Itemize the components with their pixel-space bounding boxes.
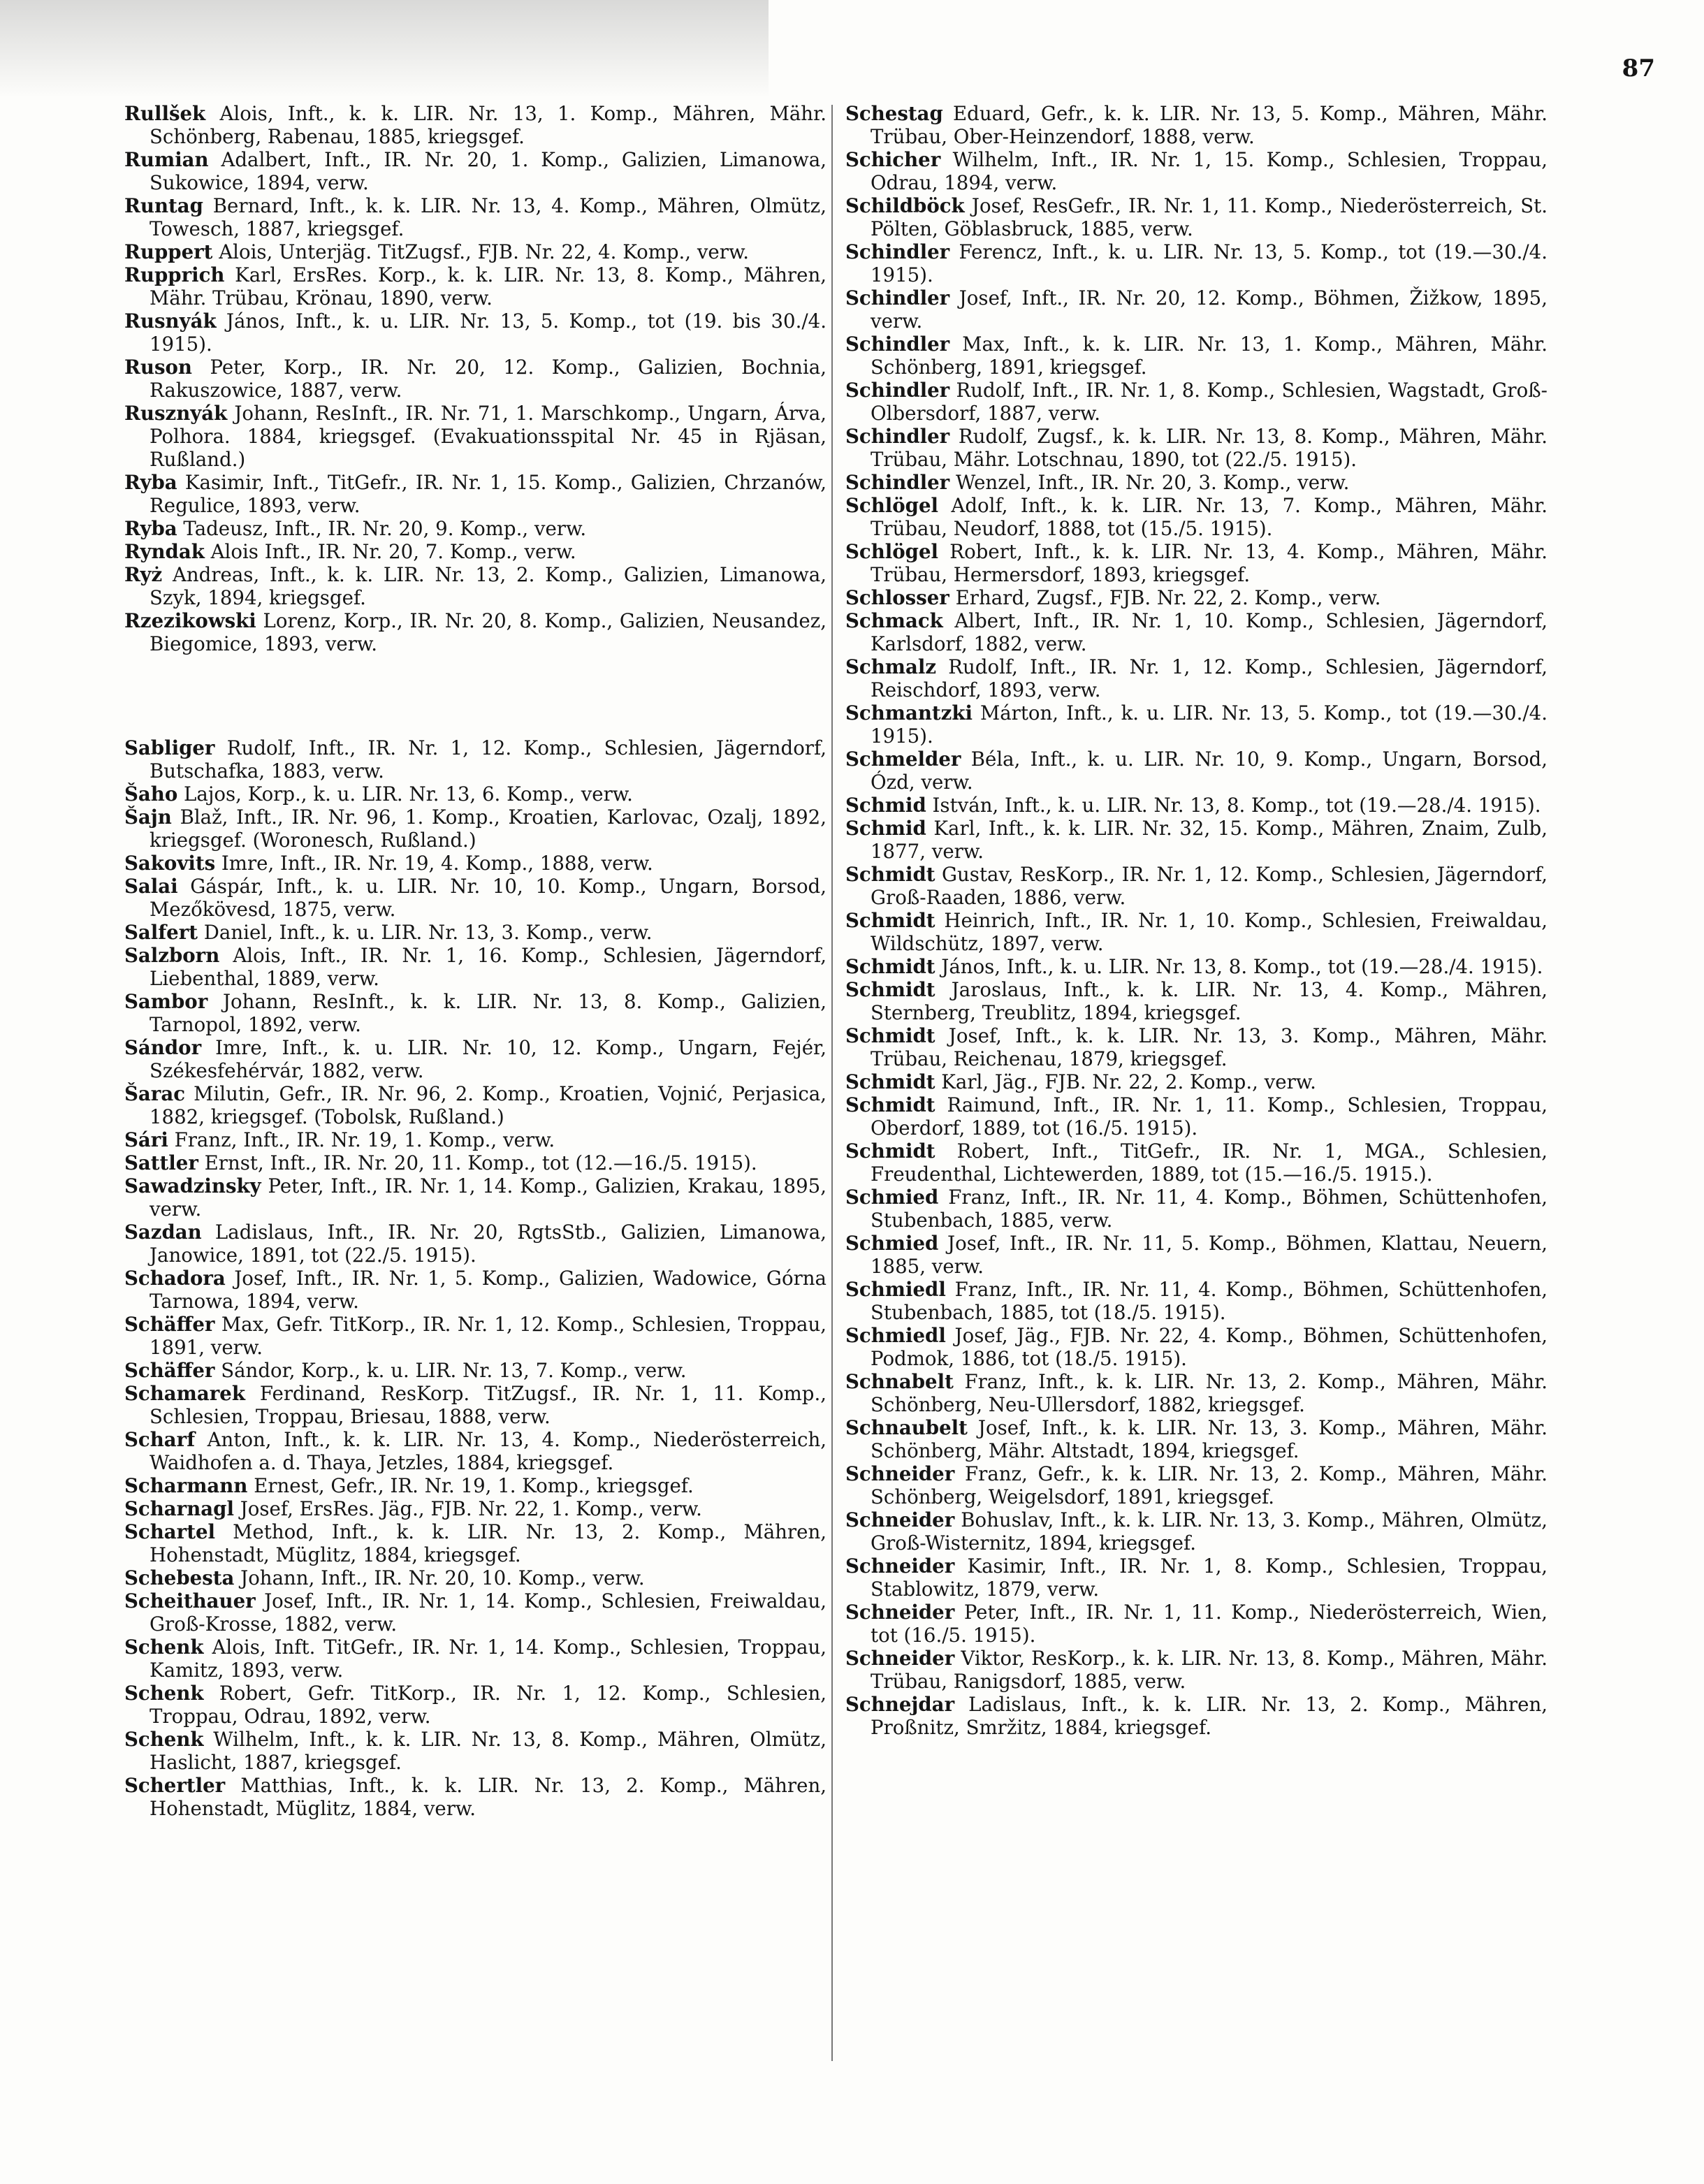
- entry-details: János, Inft., k. u. LIR. Nr. 13, 5. Komp., tot (19. bis 30./4. 1915).: [150, 310, 826, 356]
- entry-surname: Schäffer: [124, 1313, 215, 1336]
- entry-details: Daniel, Inft., k. u. LIR. Nr. 13, 3. Komp., verw.: [198, 921, 653, 944]
- entry-surname: Schenk: [124, 1636, 204, 1659]
- entry-details: Rudolf, Inft., IR. Nr. 1, 8. Komp., Schlesien, Wagstadt, Groß-Olbersdorf, 1887, verw.: [871, 379, 1548, 425]
- register-entry: [845, 609, 1548, 655]
- register-entry: [845, 1555, 1548, 1601]
- entry-details: Robert, Inft., TitGefr., IR. Nr. 1, MGA., Schlesien, Freudenthal, Lichtewerden, 1889, tot (15.—16./5. 1915.).: [871, 1140, 1548, 1186]
- entry-surname: Ryba: [124, 517, 177, 540]
- register-entry: [845, 817, 1548, 863]
- entry-details: Milutin, Gefr., IR. Nr. 96, 2. Komp., Kroatien, Vojnić, Perjasica, 1882, kriegsgef. (Tobolsk, Rußland.): [150, 1082, 826, 1128]
- entry-surname: Šarac: [124, 1082, 186, 1105]
- entry-surname: Sakovits: [124, 852, 216, 875]
- register-entry: [124, 1428, 826, 1474]
- register-entry: [124, 240, 826, 263]
- entry-details: Albert, Inft., IR. Nr. 1, 10. Komp., Schlesien, Jägerndorf, Karlsdorf, 1882, verw.: [871, 609, 1548, 655]
- entry-details: Ladislaus, Inft., k. k. LIR. Nr. 13, 2. Komp., Mähren, Proßnitz, Smržitz, 1884, kriegsgef.: [871, 1693, 1548, 1739]
- entry-surname: Schmidt: [845, 1140, 935, 1163]
- entry-details: Ferencz, Inft., k. u. LIR. Nr. 13, 5. Komp., tot (19.—30./4. 1915).: [871, 240, 1548, 286]
- register-entry: [845, 955, 1548, 978]
- register-entry: [124, 263, 826, 310]
- entry-details: István, Inft., k. u. LIR. Nr. 13, 8. Komp., tot (19.—28./4. 1915).: [926, 794, 1541, 817]
- entry-details: Robert, Inft., k. k. LIR. Nr. 13, 4. Komp., Mähren, Mähr. Trübau, Hermersdorf, 1893, kriegsgef.: [871, 540, 1548, 586]
- entry-surname: Schnaubelt: [845, 1416, 968, 1439]
- entry-surname: Schäffer: [124, 1359, 215, 1382]
- entry-details: Johann, ResInft., k. k. LIR. Nr. 13, 8. Komp., Galizien, Tarnopol, 1892, verw.: [150, 990, 826, 1036]
- register-entry: [845, 701, 1548, 748]
- entry-surname: Sambor: [124, 990, 208, 1013]
- entry-details: Gustav, ResKorp., IR. Nr. 1, 12. Komp., Schlesien, Jägerndorf, Groß-Raaden, 1886, verw.: [871, 863, 1548, 909]
- register-entry: [124, 1359, 826, 1382]
- entry-surname: Sattler: [124, 1151, 198, 1174]
- entry-surname: Schadora: [124, 1267, 226, 1290]
- entry-surname: Schindler: [845, 425, 950, 448]
- register-entry: [845, 1093, 1548, 1140]
- register-entry: [845, 655, 1548, 701]
- entry-details: Robert, Gefr. TitKorp., IR. Nr. 1, 12. Komp., Schlesien, Troppau, Odrau, 1892, verw.: [150, 1682, 826, 1728]
- register-entry: [124, 1474, 826, 1497]
- entry-surname: Ruson: [124, 356, 192, 379]
- register-entry: [124, 102, 826, 148]
- register-entry: [845, 1601, 1548, 1647]
- entry-details: Bohuslav, Inft., k. k. LIR. Nr. 13, 3. Komp., Mähren, Olmütz, Groß-Wisternitz, 1894, kriegsgef.: [871, 1508, 1548, 1555]
- register-entry: [124, 1774, 826, 1820]
- entry-surname: Schneider: [845, 1555, 955, 1578]
- entry-surname: Schindler: [845, 471, 950, 494]
- left-column: [124, 102, 826, 1820]
- entry-details: Ernst, Inft., IR. Nr. 20, 11. Komp., tot (12.—16./5. 1915).: [198, 1151, 757, 1174]
- register-entry: [124, 1151, 826, 1174]
- entry-surname: Scharnagl: [124, 1497, 234, 1520]
- register-entry: [845, 748, 1548, 794]
- entry-surname: Salzborn: [124, 944, 220, 967]
- entry-details: Lajos, Korp., k. u. LIR. Nr. 13, 6. Komp., verw.: [177, 782, 633, 806]
- right-column: [845, 102, 1548, 1739]
- entry-details: Alois, Inft. TitGefr., IR. Nr. 1, 14. Komp., Schlesien, Troppau, Kamitz, 1893, verw.: [150, 1636, 826, 1682]
- entry-details: Franz, Inft., k. k. LIR. Nr. 13, 2. Komp., Mähren, Mähr. Schönberg, Neu-Ullersdorf, 1882, kriegsgef.: [871, 1370, 1548, 1416]
- entry-surname: Schneider: [845, 1508, 955, 1531]
- entry-surname: Schmidt: [845, 1093, 935, 1116]
- entry-details: Karl, Jäg., FJB. Nr. 22, 2. Komp., verw.: [935, 1070, 1316, 1093]
- entry-details: Josef, Jäg., FJB. Nr. 22, 4. Komp., Böhmen, Schüttenhofen, Podmok, 1886, tot (18./5. 1915).: [871, 1324, 1548, 1370]
- entry-details: Method, Inft., k. k. LIR. Nr. 13, 2. Komp., Mähren, Hohenstadt, Müglitz, 1884, kriegsgef.: [150, 1520, 826, 1566]
- entry-details: Alois, Inft., k. k. LIR. Nr. 13, 1. Komp., Mähren, Mähr. Schönberg, Rabenau, 1885, kriegsgef.: [150, 102, 826, 148]
- entry-surname: Šaho: [124, 782, 178, 806]
- register-entry: [124, 609, 826, 655]
- register-entry: [845, 1693, 1548, 1739]
- entry-details: Josef, Inft., IR. Nr. 20, 12. Komp., Böhmen, Žižkow, 1895, verw.: [871, 286, 1548, 333]
- entry-details: Sándor, Korp., k. u. LIR. Nr. 13, 7. Komp., verw.: [214, 1359, 687, 1382]
- entry-surname: Schmidt: [845, 1024, 935, 1047]
- register-entry: [124, 1636, 826, 1682]
- entry-surname: Šajn: [124, 806, 172, 829]
- register-entry: [124, 990, 826, 1036]
- entry-surname: Ruppert: [124, 240, 213, 263]
- register-entry: [124, 1382, 826, 1428]
- entry-surname: Rusznyák: [124, 402, 228, 425]
- entry-details: Josef, Inft., k. k. LIR. Nr. 13, 3. Komp., Mähren, Mähr. Schönberg, Mähr. Altstadt, 1894, kriegsgef.: [871, 1416, 1548, 1462]
- entry-details: Josef, ResGefr., IR. Nr. 1, 11. Komp., Niederösterreich, St. Pölten, Göblasbruck, 1885, verw.: [871, 194, 1548, 240]
- entry-surname: Schindler: [845, 286, 950, 310]
- entry-details: Adalbert, Inft., IR. Nr. 20, 1. Komp., Galizien, Limanowa, Sukowice, 1894, verw.: [150, 148, 826, 194]
- register-entry: [124, 1174, 826, 1221]
- entry-surname: Ryż: [124, 563, 163, 586]
- entry-details: Josef, Inft., k. k. LIR. Nr. 13, 3. Komp., Mähren, Mähr. Trübau, Reichenau, 1879, kriegsgef.: [871, 1024, 1548, 1070]
- entry-surname: Schestag: [845, 102, 943, 125]
- entry-surname: Schlosser: [845, 586, 949, 609]
- entry-surname: Schenk: [124, 1728, 204, 1751]
- entry-details: Erhard, Zugsf., FJB. Nr. 22, 2. Komp., verw.: [949, 586, 1381, 609]
- entry-details: Heinrich, Inft., IR. Nr. 1, 10. Komp., Schlesien, Freiwaldau, Wildschütz, 1897, verw.: [871, 909, 1548, 955]
- register-entry: [124, 1589, 826, 1636]
- register-entry: [845, 1647, 1548, 1693]
- entry-details: Max, Inft., k. k. LIR. Nr. 13, 1. Komp., Mähren, Mähr. Schönberg, 1891, kriegsgef.: [871, 333, 1548, 379]
- register-entry: [124, 1267, 826, 1313]
- entry-surname: Salai: [124, 875, 178, 898]
- register-entry: [124, 310, 826, 356]
- register-entry: [845, 863, 1548, 909]
- entry-surname: Scharf: [124, 1428, 196, 1451]
- entry-surname: Schnejdar: [845, 1693, 955, 1716]
- entry-surname: Schmalz: [845, 655, 937, 678]
- register-entry: [845, 471, 1548, 494]
- entry-details: Gáspár, Inft., k. u. LIR. Nr. 10, 10. Komp., Ungarn, Borsod, Mezőkövesd, 1875, verw.: [150, 875, 826, 921]
- entry-details: János, Inft., k. u. LIR. Nr. 13, 8. Komp., tot (19.—28./4. 1915).: [935, 955, 1543, 978]
- entry-details: Viktor, ResKorp., k. k. LIR. Nr. 13, 8. Komp., Mähren, Mähr. Trübau, Ranigsdorf, 1885, verw.: [871, 1647, 1548, 1693]
- entry-surname: Schmantzki: [845, 701, 973, 725]
- register-entry: [845, 240, 1548, 286]
- entry-details: Josef, Inft., IR. Nr. 1, 5. Komp., Galizien, Wadowice, Górna Tarnowa, 1894, verw.: [150, 1267, 826, 1313]
- entry-details: Karl, ErsRes. Korp., k. k. LIR. Nr. 13, 8. Komp., Mähren, Mähr. Trübau, Krönau, 1890, verw.: [150, 263, 826, 310]
- entry-surname: Sándor: [124, 1036, 202, 1059]
- entry-details: Béla, Inft., k. u. LIR. Nr. 10, 9. Komp., Ungarn, Borsod, Ózd, verw.: [871, 748, 1548, 794]
- entry-details: Raimund, Inft., IR. Nr. 1, 11. Komp., Schlesien, Troppau, Oberdorf, 1889, tot (16./5. 1915).: [871, 1093, 1548, 1140]
- register-entry: [845, 794, 1548, 817]
- register-entry: [124, 1520, 826, 1566]
- entry-details: Josef, ErsRes. Jäg., FJB. Nr. 22, 1. Komp., verw.: [233, 1497, 702, 1520]
- register-entry: [124, 1566, 826, 1589]
- entry-details: Rudolf, Inft., IR. Nr. 1, 12. Komp., Schlesien, Jägerndorf, Reischdorf, 1893, verw.: [871, 655, 1548, 701]
- entry-details: Kasimir, Inft., TitGefr., IR. Nr. 1, 15. Komp., Galizien, Chrzanów, Regulice, 1893, verw.: [150, 471, 826, 517]
- entry-surname: Rumian: [124, 148, 209, 171]
- register-entry: [845, 540, 1548, 586]
- entry-details: Kasimir, Inft., IR. Nr. 1, 8. Komp., Schlesien, Troppau, Stablowitz, 1879, verw.: [871, 1555, 1548, 1601]
- entry-surname: Scheithauer: [124, 1589, 256, 1612]
- register-entry: [845, 1416, 1548, 1462]
- register-entry: [124, 563, 826, 609]
- entry-details: Bernard, Inft., k. k. LIR. Nr. 13, 4. Komp., Mähren, Olmütz, Towesch, 1887, kriegsgef.: [150, 194, 826, 240]
- entry-surname: Schindler: [845, 240, 950, 263]
- register-entry: [124, 806, 826, 852]
- entry-details: Johann, ResInft., IR. Nr. 71, 1. Marschkomp., Ungarn, Árva, Polhora. 1884, kriegsgef. (Evakuationsspital Nr. 45 in Rjäsan, Rußland.): [150, 402, 826, 471]
- entry-details: Wenzel, Inft., IR. Nr. 20, 3. Komp., verw.: [949, 471, 1350, 494]
- entry-details: Ernest, Gefr., IR. Nr. 19, 1. Komp., kriegsgef.: [247, 1474, 694, 1497]
- register-entry: [845, 1370, 1548, 1416]
- register-entry: [845, 1508, 1548, 1555]
- register-entry: [124, 875, 826, 921]
- page-number: 87: [1622, 54, 1655, 82]
- entry-details: Josef, Inft., IR. Nr. 1, 14. Komp., Schlesien, Freiwaldau, Groß-Krosse, 1882, verw.: [150, 1589, 826, 1636]
- entry-surname: Schneider: [845, 1647, 955, 1670]
- register-entry: [124, 736, 826, 782]
- register-entry: [845, 148, 1548, 194]
- entry-details: Andreas, Inft., k. k. LIR. Nr. 13, 2. Komp., Galizien, Limanowa, Szyk, 1894, kriegsgef.: [150, 563, 826, 609]
- register-entry: [124, 517, 826, 540]
- entry-details: Franz, Inft., IR. Nr. 11, 4. Komp., Böhmen, Schüttenhofen, Stubenbach, 1885, verw.: [871, 1186, 1548, 1232]
- register-entry: [845, 1024, 1548, 1070]
- entry-surname: Ryndak: [124, 540, 205, 563]
- entry-details: Peter, Korp., IR. Nr. 20, 12. Komp., Galizien, Bochnia, Rakuszowice, 1887, verw.: [150, 356, 826, 402]
- entry-details: Peter, Inft., IR. Nr. 1, 14. Komp., Galizien, Krakau, 1895, verw.: [150, 1174, 826, 1221]
- register-entry: [124, 1082, 826, 1128]
- entry-details: Franz, Inft., IR. Nr. 11, 4. Komp., Böhmen, Schüttenhofen, Stubenbach, 1885, tot (18./5. 1915).: [871, 1278, 1548, 1324]
- register-entry: [845, 909, 1548, 955]
- entry-details: Blaž, Inft., IR. Nr. 96, 1. Komp., Kroatien, Karlovac, Ozalj, 1892, kriegsgef. (Woronesch, Rußland.): [150, 806, 826, 852]
- entry-details: Josef, Inft., IR. Nr. 11, 5. Komp., Böhmen, Klattau, Neuern, 1885, verw.: [871, 1232, 1548, 1278]
- register-entry: [124, 1221, 826, 1267]
- entry-details: Max, Gefr. TitKorp., IR. Nr. 1, 12. Komp., Schlesien, Troppau, 1891, verw.: [150, 1313, 826, 1359]
- register-entry: [845, 102, 1548, 148]
- register-entry: [124, 471, 826, 517]
- entry-surname: Schildböck: [845, 194, 965, 217]
- entry-surname: Schmid: [845, 794, 926, 817]
- entry-surname: Schlögel: [845, 540, 939, 563]
- register-entry: [124, 852, 826, 875]
- entry-surname: Schmiedl: [845, 1324, 946, 1347]
- register-entry: [845, 1070, 1548, 1093]
- entry-surname: Schneider: [845, 1462, 955, 1485]
- entry-surname: Schenk: [124, 1682, 204, 1705]
- register-entry: [124, 782, 826, 806]
- entry-details: Lorenz, Korp., IR. Nr. 20, 8. Komp., Galizien, Neusandez, Biegomice, 1893, verw.: [150, 609, 826, 655]
- entry-details: Alois, Unterjäg. TitZugsf., FJB. Nr. 22, 4. Komp., verw.: [212, 240, 750, 263]
- entry-details: Karl, Inft., k. k. LIR. Nr. 32, 15. Komp., Mähren, Znaim, Zulb, 1877, verw.: [871, 817, 1548, 863]
- entry-surname: Schmidt: [845, 1070, 935, 1093]
- entry-details: Jaroslaus, Inft., k. k. LIR. Nr. 13, 4. Komp., Mähren, Sternberg, Treublitz, 1894, kriegsgef.: [871, 978, 1548, 1024]
- entry-surname: Sári: [124, 1128, 168, 1151]
- register-entry: [845, 1278, 1548, 1324]
- entry-surname: Schindler: [845, 333, 950, 356]
- entry-details: Rudolf, Inft., IR. Nr. 1, 12. Komp., Schlesien, Jägerndorf, Butschafka, 1883, verw.: [150, 736, 826, 782]
- entry-surname: Rusnyák: [124, 310, 217, 333]
- entry-surname: Sabliger: [124, 736, 215, 759]
- entry-surname: Salfert: [124, 921, 198, 944]
- entry-details: Matthias, Inft., k. k. LIR. Nr. 13, 2. Komp., Mähren, Hohenstadt, Müglitz, 1884, verw.: [150, 1774, 826, 1820]
- register-entry: [124, 1682, 826, 1728]
- entry-details: Rudolf, Zugsf., k. k. LIR. Nr. 13, 8. Komp., Mähren, Mähr. Trübau, Mähr. Lotschnau, 1890, tot (22./5. 1915).: [871, 425, 1548, 471]
- register-entry: [124, 1313, 826, 1359]
- register-entry: [124, 921, 826, 944]
- entry-details: Wilhelm, Inft., k. k. LIR. Nr. 13, 8. Komp., Mähren, Olmütz, Haslicht, 1887, kriegsgef.: [150, 1728, 826, 1774]
- entry-details: Franz, Gefr., k. k. LIR. Nr. 13, 2. Komp., Mähren, Mähr. Schönberg, Weigelsdorf, 1891, kriegsgef.: [871, 1462, 1548, 1508]
- entry-surname: Rzezikowski: [124, 609, 256, 632]
- register-entry: [845, 1324, 1548, 1370]
- entry-surname: Schmidt: [845, 863, 935, 886]
- register-entry: [124, 1728, 826, 1774]
- entry-surname: Schmiedl: [845, 1278, 946, 1301]
- register-entry: [124, 402, 826, 471]
- register-entry: [124, 1497, 826, 1520]
- entry-surname: Schmidt: [845, 909, 935, 932]
- entry-details: Eduard, Gefr., k. k. LIR. Nr. 13, 5. Komp., Mähren, Mähr. Trübau, Ober-Heinzendorf, 1888, verw.: [871, 102, 1548, 148]
- entry-surname: Schneider: [845, 1601, 955, 1624]
- entry-surname: Schmidt: [845, 978, 935, 1001]
- register-entry: [124, 540, 826, 563]
- register-entry: [845, 194, 1548, 240]
- entry-details: Ferdinand, ResKorp. TitZugsf., IR. Nr. 1, 11. Komp., Schlesien, Troppau, Briesau, 1888, verw.: [150, 1382, 826, 1428]
- entry-details: Anton, Inft., k. k. LIR. Nr. 13, 4. Komp., Niederösterreich, Waidhofen a. d. Thaya, Jetzles, 1884, kriegsgef.: [150, 1428, 826, 1474]
- entry-details: Adolf, Inft., k. k. LIR. Nr. 13, 7. Komp., Mähren, Mähr. Trübau, Neudorf, 1888, tot (15./5. 1915).: [871, 494, 1548, 540]
- entry-details: Alois, Inft., IR. Nr. 1, 16. Komp., Schlesien, Jägerndorf, Liebenthal, 1889, verw.: [150, 944, 826, 990]
- entry-surname: Rupprich: [124, 263, 225, 286]
- register-entry: [124, 944, 826, 990]
- scan-shadow: [0, 0, 769, 98]
- entry-details: Imre, Inft., IR. Nr. 19, 4. Komp., 1888, verw.: [215, 852, 653, 875]
- entry-surname: Schmack: [845, 609, 943, 632]
- register-entry: [845, 1232, 1548, 1278]
- register-entry: [845, 425, 1548, 471]
- entry-surname: Schlögel: [845, 494, 939, 517]
- entry-surname: Schicher: [845, 148, 941, 171]
- register-entry: [124, 194, 826, 240]
- entry-details: Peter, Inft., IR. Nr. 1, 11. Komp., Niederösterreich, Wien, tot (16./5. 1915).: [871, 1601, 1548, 1647]
- register-entry: [845, 978, 1548, 1024]
- entry-details: Ladislaus, Inft., IR. Nr. 20, RgtsStb., Galizien, Limanowa, Janowice, 1891, tot (22./5. 1915).: [150, 1221, 826, 1267]
- entry-surname: Schartel: [124, 1520, 215, 1543]
- entry-surname: Ryba: [124, 471, 177, 494]
- entry-surname: Schertler: [124, 1774, 226, 1797]
- entry-surname: Schmidt: [845, 955, 935, 978]
- entry-surname: Runtag: [124, 194, 203, 217]
- entry-surname: Schmelder: [845, 748, 961, 771]
- entry-surname: Schindler: [845, 379, 950, 402]
- register-entry: [845, 494, 1548, 540]
- entry-details: Johann, Inft., IR. Nr. 20, 10. Komp., verw.: [234, 1566, 645, 1589]
- entry-surname: Schebesta: [124, 1566, 235, 1589]
- entry-surname: Sazdan: [124, 1221, 202, 1244]
- register-entry: [845, 1140, 1548, 1186]
- register-entry: [845, 1462, 1548, 1508]
- entry-surname: Schmied: [845, 1232, 939, 1255]
- entry-details: Márton, Inft., k. u. LIR. Nr. 13, 5. Komp., tot (19.—30./4. 1915).: [871, 701, 1548, 748]
- entry-surname: Rullšek: [124, 102, 206, 125]
- register-entry: [845, 333, 1548, 379]
- entry-surname: Schnabelt: [845, 1370, 954, 1393]
- register-entry: [124, 148, 826, 194]
- column-divider: [831, 105, 833, 2061]
- register-entry: [845, 379, 1548, 425]
- entry-details: Imre, Inft., k. u. LIR. Nr. 10, 12. Komp., Ungarn, Fejér, Székesfehérvár, 1882, verw.: [150, 1036, 826, 1082]
- register-entry: [845, 1186, 1548, 1232]
- entry-details: Franz, Inft., IR. Nr. 19, 1. Komp., verw.: [168, 1128, 555, 1151]
- entry-surname: Schmied: [845, 1186, 939, 1209]
- entry-details: Wilhelm, Inft., IR. Nr. 1, 15. Komp., Schlesien, Troppau, Odrau, 1894, verw.: [871, 148, 1548, 194]
- register-entry: [845, 286, 1548, 333]
- register-entry: [124, 1036, 826, 1082]
- entry-surname: Sawadzinsky: [124, 1174, 261, 1197]
- entry-surname: Schamarek: [124, 1382, 245, 1405]
- register-entry: [124, 1128, 826, 1151]
- entry-details: Alois Inft., IR. Nr. 20, 7. Komp., verw.: [204, 540, 576, 563]
- entry-details: Tadeusz, Inft., IR. Nr. 20, 9. Komp., verw.: [177, 517, 587, 540]
- entry-surname: Schmid: [845, 817, 926, 840]
- register-entry: [845, 586, 1548, 609]
- entry-surname: Scharmann: [124, 1474, 248, 1497]
- register-entry: [124, 356, 826, 402]
